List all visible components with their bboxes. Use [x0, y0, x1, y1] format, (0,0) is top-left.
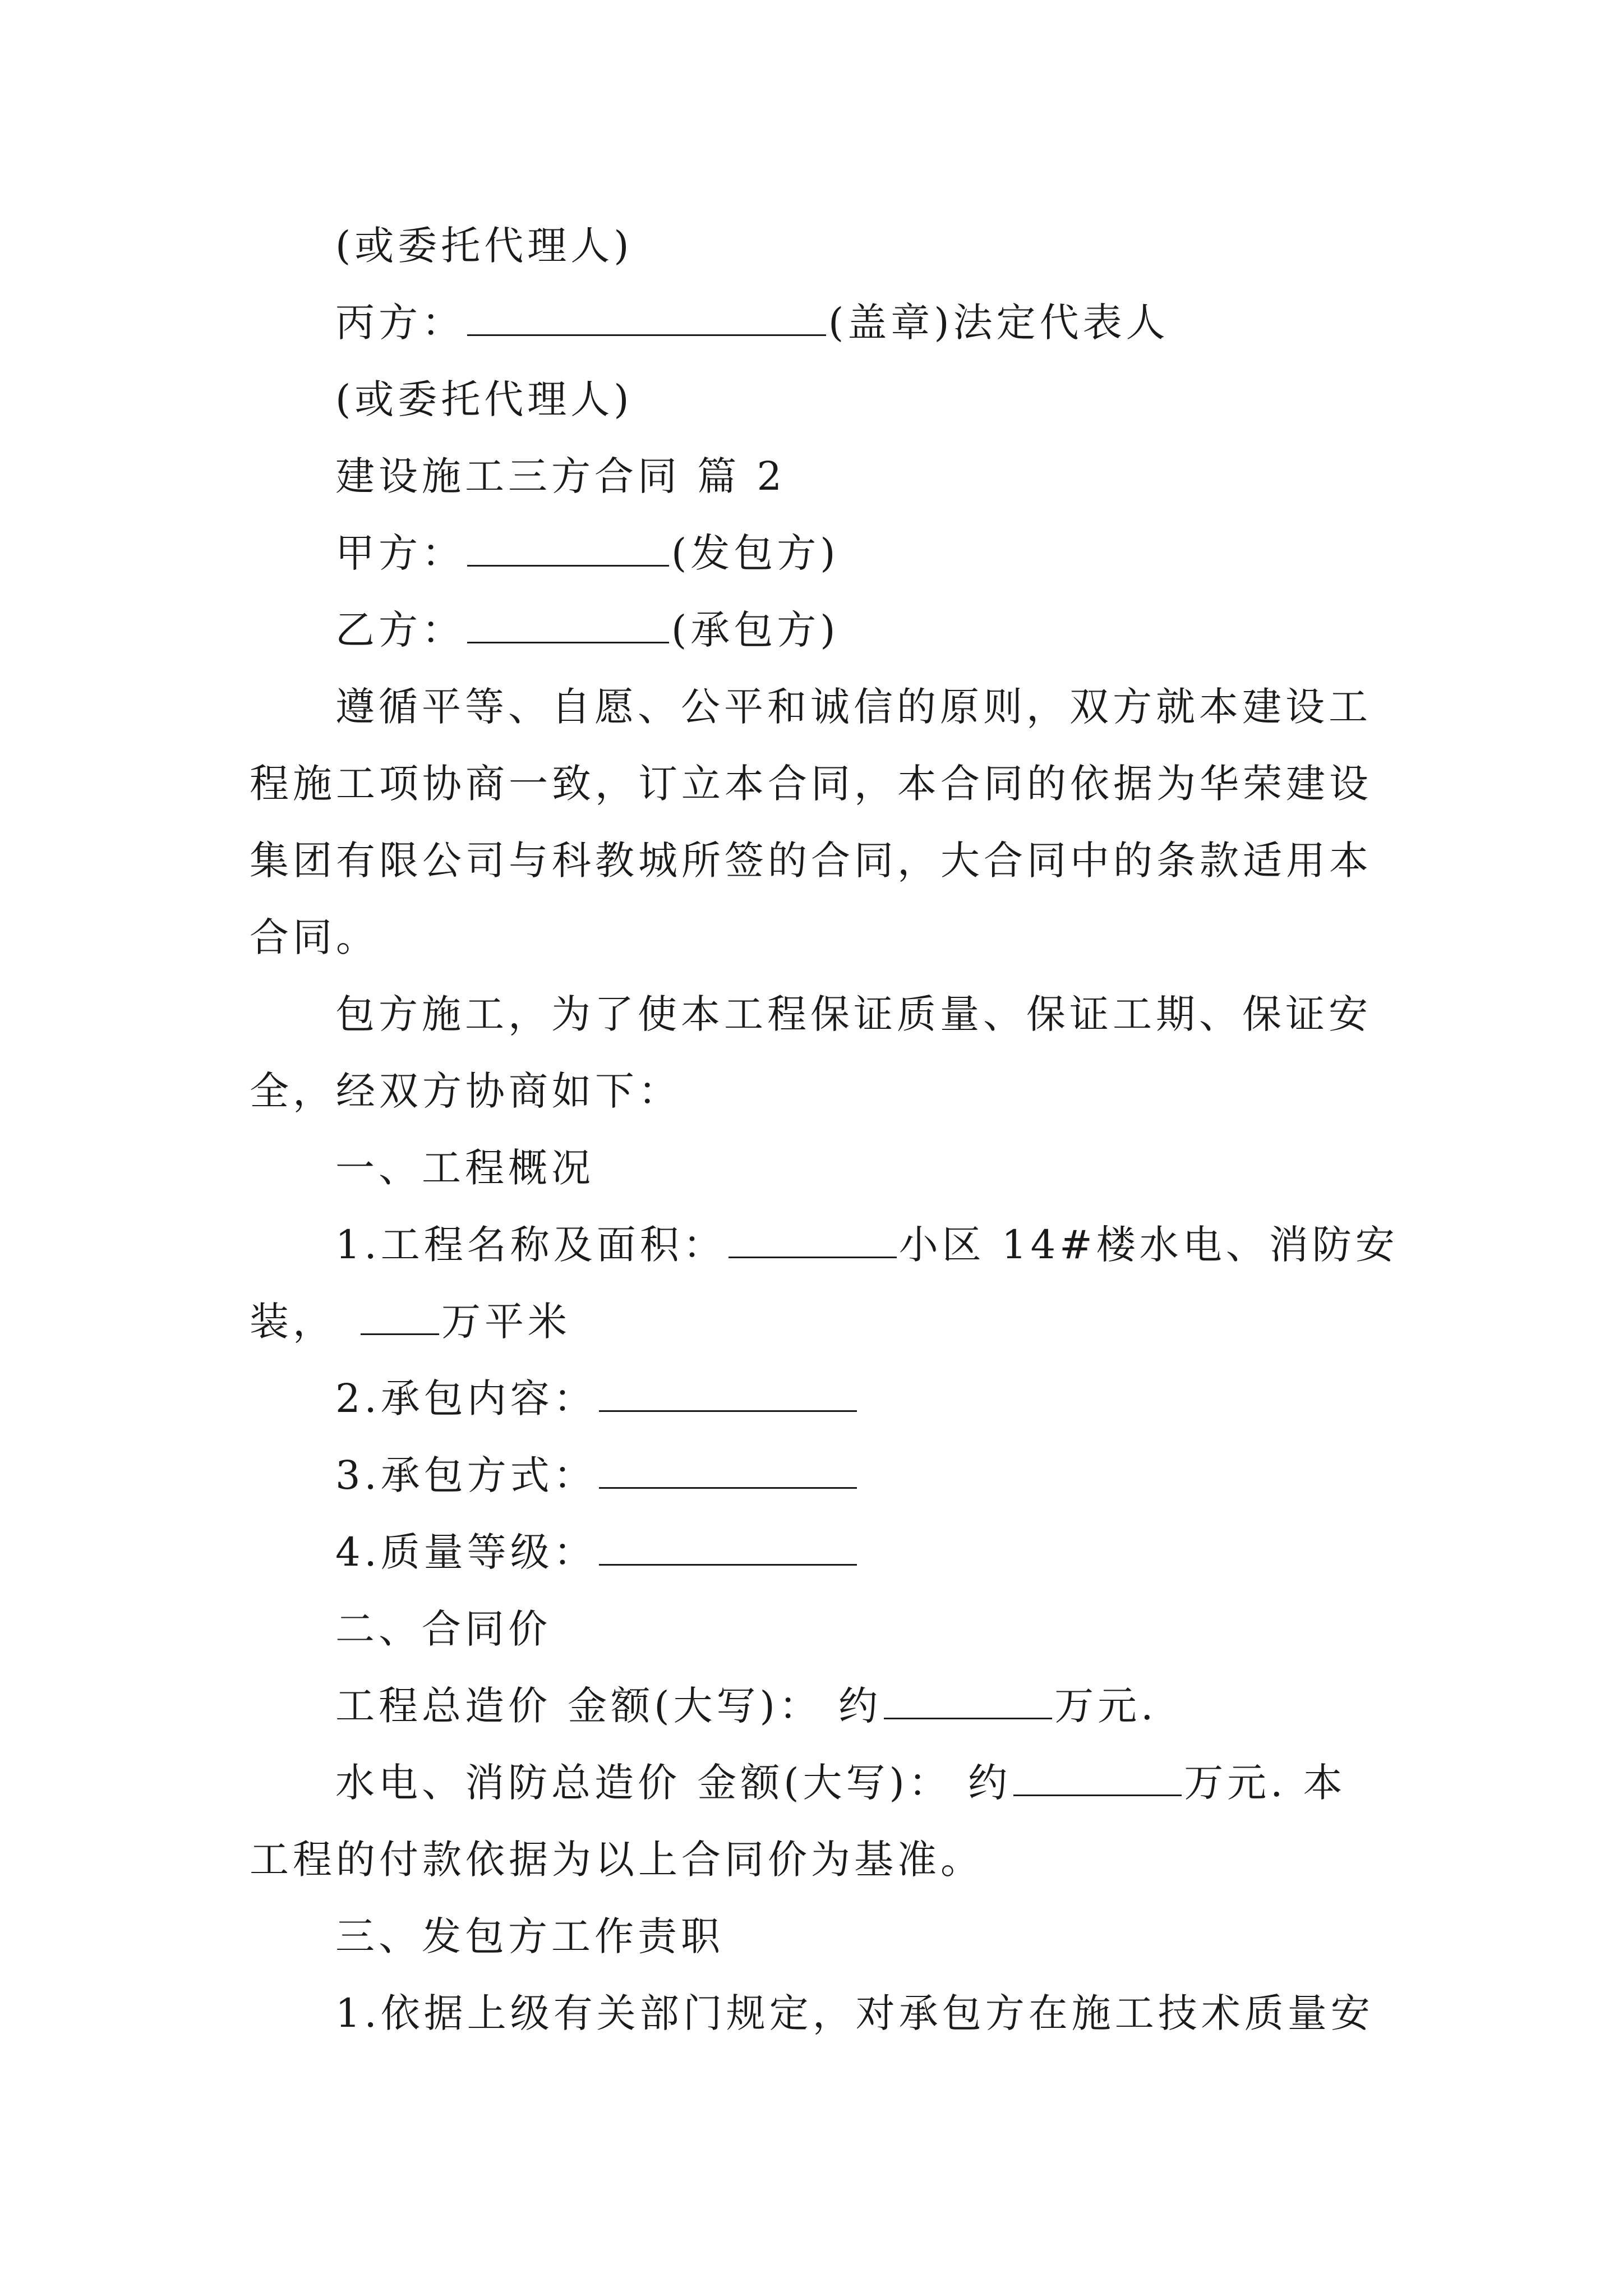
heading-3-line [250, 1898, 1380, 1975]
item-1b-blank [361, 1297, 439, 1335]
item-3-blank [599, 1451, 857, 1489]
party-c-suffix: (盖章)法定代表人 [828, 300, 1169, 346]
paragraph-1-text-4: 合同。 [250, 914, 379, 960]
party-a-suffix: (发包方) [671, 530, 840, 576]
paragraph-1-line-4 [250, 899, 1380, 976]
cost-1-blank [884, 1682, 1052, 1719]
heading-contract-price: 二、合同价 [335, 1606, 551, 1652]
party-b-line [250, 592, 1380, 669]
paragraph-2-text-2: 全，经双方协商如下： [250, 1068, 681, 1114]
cost-1-label: 工程总造价 金额(大写)： 约 [335, 1683, 882, 1729]
item-4-blank [599, 1528, 857, 1566]
item-1-label: 1.工程名称及面积： [335, 1222, 726, 1268]
party-c-line [250, 284, 1380, 361]
agent-note-text: (或委托代理人) [335, 223, 633, 269]
cost-2-suffix: 万元. 本 [1184, 1760, 1347, 1806]
agent-note-line-2 [250, 361, 1380, 438]
item-3-line [250, 1437, 1380, 1514]
paragraph-2-text-1: 包方施工，为了使本工程保证质量、保证工期、保证安 [335, 991, 1372, 1037]
section-title-line [250, 438, 1380, 515]
cost-1-suffix: 万元. [1054, 1683, 1158, 1729]
heading-project-overview: 一、工程概况 [335, 1145, 594, 1191]
document-page [250, 208, 1399, 2052]
party-c-blank [467, 298, 826, 336]
cost-2-blank [1013, 1759, 1182, 1796]
item-1-line [250, 1207, 1399, 1283]
item-1b-label: 装， [250, 1299, 336, 1345]
cost-1-line [250, 1668, 1380, 1745]
paragraph-1-line-2 [250, 746, 1380, 822]
party-a-label: 甲方： [335, 530, 465, 576]
party-b-suffix: (承包方) [671, 607, 840, 653]
paragraph-1-text-1: 遵循平等、自愿、公平和诚信的原则，双方就本建设工 [335, 684, 1372, 730]
heading-employer-duties: 三、发包方工作责职 [335, 1913, 724, 1959]
item-1b-suffix: 万平米 [441, 1299, 571, 1345]
item-2-label: 2.承包内容： [335, 1375, 597, 1421]
paragraph-2-line-1 [250, 976, 1380, 1053]
heading-1-line [250, 1130, 1380, 1207]
party-b-blank [467, 606, 669, 643]
party-a-line [250, 515, 1380, 592]
item-1-suffix: 小区 14#楼水电、消防安 [898, 1222, 1399, 1268]
item-3-label: 3.承包方式： [335, 1452, 597, 1498]
item-4-label: 4.质量等级： [335, 1529, 597, 1575]
party-a-blank [467, 529, 669, 567]
cost-2-continuation-text: 工程的付款依据为以上合同价为基准。 [250, 1837, 984, 1883]
duty-1-line [250, 1975, 1380, 2052]
heading-2-line [250, 1591, 1380, 1668]
duty-1-text: 1.依据上级有关部门规定，对承包方在施工技术质量安 [335, 1990, 1374, 2036]
party-b-label: 乙方： [335, 607, 465, 653]
agent-note-line [250, 208, 1380, 284]
paragraph-1-text-2: 程施工项协商一致，订立本合同，本合同的依据为华荣建设 [250, 761, 1372, 807]
item-2-blank [599, 1374, 857, 1412]
item-1-blank [728, 1221, 897, 1258]
agent-note-text-2: (或委托代理人) [335, 376, 633, 422]
cost-2-line [250, 1745, 1380, 1821]
cost-2-label: 水电、消防总造价 金额(大写)： 约 [335, 1760, 1012, 1806]
section-title: 建设施工三方合同 篇 2 [335, 453, 786, 499]
paragraph-1-line-3 [250, 822, 1380, 899]
paragraph-1-line-1 [250, 669, 1380, 746]
paragraph-1-text-3: 集团有限公司与科教城所签的合同，大合同中的条款适用本 [250, 838, 1372, 884]
cost-2-continuation-line [250, 1821, 1380, 1898]
item-1-continuation-line [250, 1283, 1380, 1360]
paragraph-2-line-2 [250, 1053, 1380, 1130]
item-4-line [250, 1514, 1380, 1591]
party-c-label: 丙方： [335, 300, 465, 346]
item-2-line [250, 1360, 1380, 1437]
